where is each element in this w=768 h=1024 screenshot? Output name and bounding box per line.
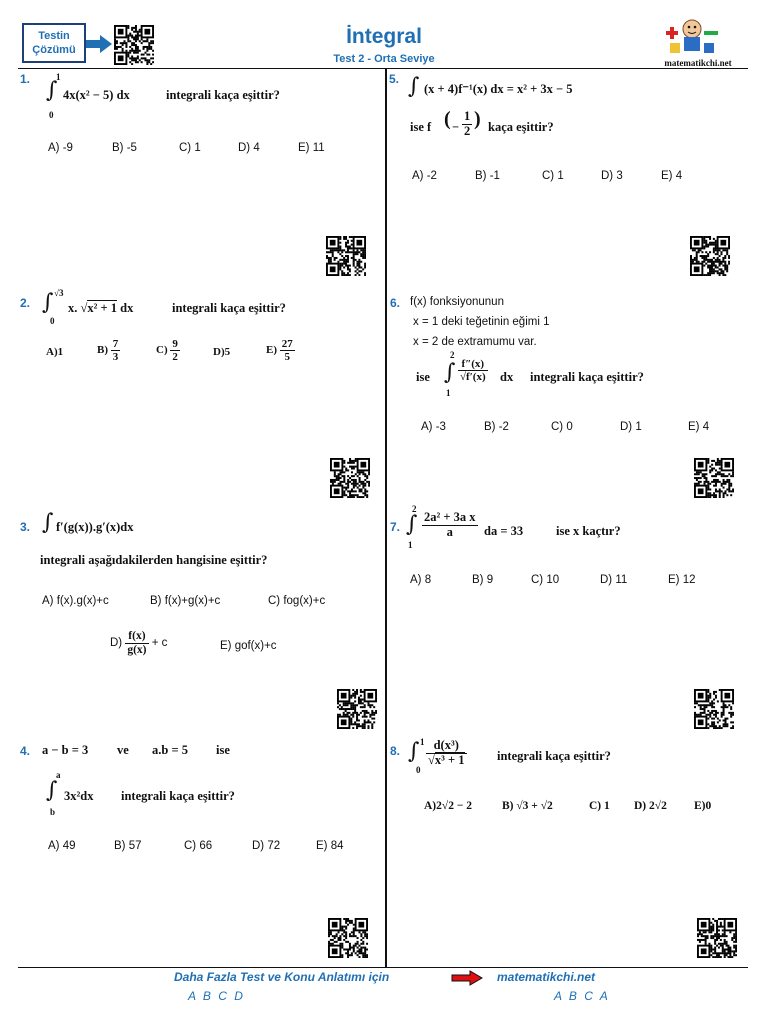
question-text: integrali kaça eşittir? bbox=[121, 789, 235, 803]
footer-promo-text: Daha Fazla Test ve Konu Anlatımı için bbox=[174, 970, 390, 984]
option-d[interactable]: D) 72 bbox=[252, 840, 281, 852]
question-number: 8. bbox=[390, 744, 401, 758]
option-a[interactable]: A) -3 bbox=[421, 421, 446, 433]
option-b[interactable]: B) -5 bbox=[112, 142, 137, 154]
paren-open-icon: ( bbox=[444, 108, 451, 130]
integrand-prefix: x. bbox=[68, 301, 78, 315]
fraction-numerator: 27 bbox=[281, 338, 293, 350]
integrand: 4x(x² − 5) dx bbox=[63, 88, 130, 102]
option-c[interactable]: C) fog(x)+c bbox=[268, 595, 326, 607]
solution-box-line1: Testin bbox=[38, 30, 70, 42]
option-e[interactable]: E) 4 bbox=[688, 421, 710, 433]
question-number: 6. bbox=[390, 296, 401, 310]
question-number: 5. bbox=[389, 72, 400, 86]
question-number: 2. bbox=[20, 296, 31, 310]
integral-sign-icon: ∫ bbox=[46, 778, 58, 803]
qr-code-icon[interactable] bbox=[697, 918, 737, 958]
upper-limit: a bbox=[56, 770, 61, 780]
answer-key-left: A B C D bbox=[188, 989, 245, 1003]
qr-code-icon[interactable] bbox=[690, 236, 730, 276]
condition-ise: ise bbox=[416, 370, 430, 384]
option-e[interactable] bbox=[266, 338, 295, 363]
question-text: integrali aşağıdakilerden hangisine eşittir? bbox=[40, 553, 268, 567]
qr-code-icon[interactable] bbox=[330, 458, 370, 498]
condition-line-3: x = 2 de extramumu var. bbox=[413, 336, 537, 348]
option-a[interactable]: A) f(x).g(x)+c bbox=[42, 595, 109, 607]
lower-limit: 0 bbox=[49, 110, 54, 120]
question-text: integrali kaça eşittir? bbox=[497, 749, 611, 763]
upper-limit: 2 bbox=[412, 504, 417, 514]
fraction-numerator: f(x) bbox=[125, 630, 148, 644]
upper-limit: 1 bbox=[56, 72, 61, 82]
option-d[interactable]: D) 11 bbox=[600, 574, 628, 586]
condition-joiner: ve bbox=[117, 743, 129, 757]
option-e[interactable]: E) gof(x)+c bbox=[220, 640, 277, 652]
fraction-denominator: g(x) bbox=[127, 643, 147, 656]
lower-limit: 0 bbox=[50, 316, 55, 326]
fraction-denominator: f′(x) bbox=[466, 371, 486, 384]
option-label: D) bbox=[110, 637, 123, 650]
radical-icon: √ bbox=[428, 752, 435, 767]
integral-sign-icon: ∫ bbox=[408, 739, 420, 764]
divider-vertical bbox=[385, 68, 387, 968]
option-a[interactable]: A) 8 bbox=[410, 574, 432, 586]
option-e[interactable]: E) 4 bbox=[661, 170, 683, 182]
fraction-numerator: 7 bbox=[112, 338, 119, 350]
integral-sign-icon: ∫ bbox=[46, 78, 58, 103]
option-b[interactable]: B) -2 bbox=[484, 421, 509, 433]
qr-code-icon[interactable] bbox=[328, 918, 368, 958]
fraction-numerator: 9 bbox=[172, 338, 178, 350]
integral-sign-icon: ∫ bbox=[444, 360, 456, 385]
option-e[interactable]: E) 12 bbox=[668, 574, 696, 586]
radicand: x² + 1 bbox=[87, 301, 117, 315]
question-text: integrali kaça eşittir? bbox=[530, 370, 644, 384]
divider-top bbox=[18, 68, 748, 69]
fraction-denominator: 5 bbox=[284, 351, 290, 364]
condition-ise: ise bbox=[216, 743, 230, 757]
fraction-denominator: x³ + 1 bbox=[434, 752, 465, 767]
lower-limit: b bbox=[50, 807, 56, 817]
fraction-denominator: 3 bbox=[112, 351, 119, 364]
equation: (x + 4)f⁻¹(x) dx = x² + 3x − 5 bbox=[424, 82, 573, 96]
integral-sign-icon: ∫ bbox=[406, 512, 418, 537]
condition-ise: ise f bbox=[410, 120, 432, 134]
fraction-numerator: f″(x) bbox=[458, 358, 488, 371]
equation-tail: da = 33 bbox=[484, 524, 524, 538]
option-d[interactable]: D) 1 bbox=[620, 421, 642, 433]
divider-bottom bbox=[18, 967, 748, 968]
answer-key-right: A B C A bbox=[554, 989, 610, 1003]
option-c[interactable]: C) 10 bbox=[531, 574, 560, 586]
option-a[interactable]: A)2√2 − 2 bbox=[424, 800, 472, 812]
option-b[interactable]: B) 57 bbox=[114, 840, 142, 852]
option-label: E) bbox=[266, 344, 277, 357]
qr-code-icon[interactable] bbox=[337, 689, 377, 729]
question-number: 1. bbox=[20, 72, 31, 86]
fraction-denominator: 2 bbox=[172, 351, 178, 364]
fraction-numerator: d(x³) bbox=[426, 739, 467, 754]
differential: dx bbox=[500, 370, 514, 384]
qr-code-icon[interactable] bbox=[694, 689, 734, 729]
condition-line-2: x = 1 deki teğetinin eğimi 1 bbox=[413, 316, 550, 328]
condition-1: a − b = 3 bbox=[42, 743, 89, 757]
option-a[interactable]: A) -9 bbox=[48, 142, 73, 154]
option-d[interactable]: D) 4 bbox=[238, 142, 260, 154]
lower-limit: 0 bbox=[416, 765, 421, 775]
integrand-suffix: dx bbox=[117, 301, 134, 315]
option-a[interactable]: A) 49 bbox=[48, 840, 76, 852]
radical-icon: √ bbox=[80, 301, 88, 315]
option-c[interactable]: C) 1 bbox=[179, 142, 201, 154]
question-number: 7. bbox=[390, 520, 401, 534]
option-b[interactable]: B) 9 bbox=[472, 574, 494, 586]
condition-2: a.b = 5 bbox=[152, 743, 188, 757]
option-b[interactable]: B) √3 + √2 bbox=[502, 800, 553, 812]
option-label: B) bbox=[97, 344, 108, 357]
option-c[interactable]: C) 1 bbox=[542, 170, 564, 182]
arrow-right-icon bbox=[451, 970, 483, 986]
fraction-numerator: 2a² + 3a x bbox=[424, 510, 476, 524]
site-label: matematikchi.net bbox=[664, 58, 732, 68]
option-a[interactable]: A)1 bbox=[46, 346, 64, 358]
logo-icon bbox=[662, 15, 722, 57]
question-text: integrali kaça eşittir? bbox=[166, 88, 280, 102]
option-b[interactable]: B) f(x)+g(x)+c bbox=[150, 595, 221, 607]
option-c[interactable]: C) 66 bbox=[184, 840, 213, 852]
qr-code-icon[interactable] bbox=[326, 236, 366, 276]
option-suffix: + c bbox=[151, 637, 168, 650]
option-e[interactable]: E) 84 bbox=[316, 840, 344, 852]
page-subtitle: Test 2 - Orta Seviye bbox=[333, 53, 435, 65]
lower-limit: 1 bbox=[446, 388, 451, 398]
fraction-sign: − bbox=[452, 120, 460, 134]
integrand: 3x²dx bbox=[64, 789, 94, 803]
option-c[interactable]: C) 0 bbox=[551, 421, 573, 433]
option-e[interactable]: E)0 bbox=[694, 800, 712, 812]
fraction-denominator: 2 bbox=[464, 123, 471, 138]
option-d[interactable]: D) 2√2 bbox=[634, 800, 667, 812]
solution-box-line2: Çözümü bbox=[32, 44, 76, 56]
option-b[interactable] bbox=[97, 338, 120, 363]
option-c[interactable]: C) 1 bbox=[589, 800, 610, 812]
option-a[interactable]: A) -2 bbox=[412, 170, 437, 182]
fraction-denominator: a bbox=[446, 524, 453, 539]
integral-sign-icon: ∫ bbox=[42, 290, 54, 315]
qr-code-icon[interactable] bbox=[694, 458, 734, 498]
integrand: f′(g(x)).g′(x)dx bbox=[56, 520, 134, 534]
upper-limit: 1 bbox=[420, 737, 425, 747]
option-d[interactable]: D)5 bbox=[213, 346, 231, 358]
option-c[interactable] bbox=[156, 338, 180, 363]
paren-close-icon: ) bbox=[474, 108, 481, 130]
upper-limit: √3 bbox=[54, 288, 64, 298]
integral-sign-icon: ∫ bbox=[42, 510, 54, 535]
option-d[interactable] bbox=[110, 630, 167, 656]
question-number: 3. bbox=[20, 520, 31, 534]
fraction-numerator: 1 bbox=[464, 109, 471, 123]
option-e[interactable]: E) 11 bbox=[298, 142, 325, 154]
page-title: İntegral bbox=[346, 25, 422, 48]
lower-limit: 1 bbox=[408, 540, 413, 550]
option-d[interactable]: D) 3 bbox=[601, 170, 623, 182]
question-text: kaça eşittir? bbox=[488, 120, 554, 134]
option-label: C) bbox=[156, 344, 168, 357]
question-number: 4. bbox=[20, 744, 31, 758]
question-text: ise x kaçtır? bbox=[556, 524, 621, 538]
upper-limit: 2 bbox=[450, 350, 455, 360]
option-b[interactable]: B) -1 bbox=[475, 170, 500, 182]
question-text: integrali kaça eşittir? bbox=[172, 301, 286, 315]
radical-icon: √ bbox=[460, 371, 467, 384]
condition-line-1: f(x) fonksiyonunun bbox=[410, 296, 504, 308]
integral-sign-icon: ∫ bbox=[408, 74, 420, 99]
footer-site-link[interactable]: matematikchi.net bbox=[497, 970, 596, 984]
